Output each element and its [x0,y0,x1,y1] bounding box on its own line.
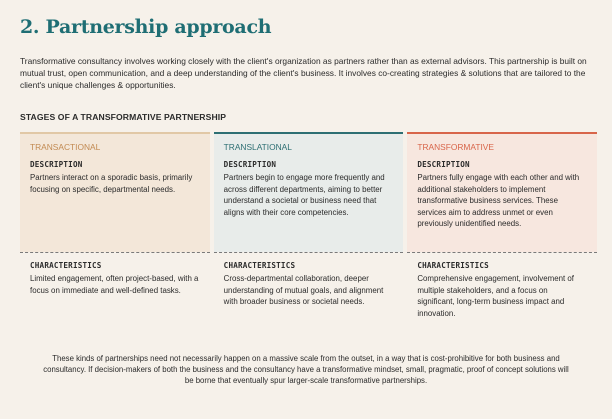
intro-paragraph: Transformative consultancy involves working closely with the client's organization as partners rather than as external advisors. This partnership is built on mutual trust, open communication, and a deep understanding of the client's business. It involves co-creating strategies & solutions that are tailored to the client's unique challenges & opportunities. [20,56,587,91]
stage-characteristics-panel [407,253,597,319]
characteristics-label: CHARACTERISTICS [30,261,102,270]
stage-characteristics-panel [214,253,404,308]
stage-name: TRANSLATIONAL [223,142,292,152]
stage-description: Partners begin to engage more frequently and across different departments, aiming to better understand a societal or business need that aligns with their core competencies. [223,173,385,217]
stage-column-translational [214,132,404,332]
stage-description-panel [20,132,210,252]
description-label: DESCRIPTION [417,160,470,169]
stage-description: Partners interact on a sporadic basis, primarily focusing on specific, departmental needs. [30,173,193,194]
stage-column-transactional [20,132,210,332]
stage-description-panel [407,132,597,252]
stage-name: TRANSACTIONAL [30,142,101,152]
stage-description: Partners fully engage with each other and with additional stakeholders to implement transformative business services. These services aim to address unmet or even previously unidentified needs. [417,173,580,228]
stage-name: TRANSFORMATIVE [417,142,494,152]
stage-characteristics: Limited engagement, often project-based, with a focus on immediate and well-defined tasks. [30,274,199,295]
stages-table [20,132,597,332]
description-label: DESCRIPTION [223,160,277,169]
page-title: 2. Partnership approach [20,16,272,38]
stages-heading: STAGES OF A TRANSFORMATIVE PARTNERSHIP [20,112,227,122]
characteristics-label: CHARACTERISTICS [223,261,296,270]
characteristics-label: CHARACTERISTICS [417,261,489,270]
stage-characteristics: Cross-departmental collaboration, deeper understanding of mutual goals, and alignment with broader business or societal needs. [223,274,384,306]
footer-note: These kinds of partnerships need not necessarily happen on a massive scale from the outset, in a way that is cost-prohibitive for both business and consultancy. If decision-makers of both the business and the consultancy have a transformative mindset, small, pragmatic, proof of concept solutions will be borne that eventually spur larger-scale transformative partnerships. [43,354,569,386]
stage-characteristics-panel [20,253,210,296]
stage-column-transformative [407,132,597,332]
stage-characteristics: Comprehensive engagement, involvement of multiple stakeholders, and a focus on significant, long-term business impact and innovation. [417,274,574,318]
description-label: DESCRIPTION [30,160,83,169]
stage-description-panel [214,132,404,252]
